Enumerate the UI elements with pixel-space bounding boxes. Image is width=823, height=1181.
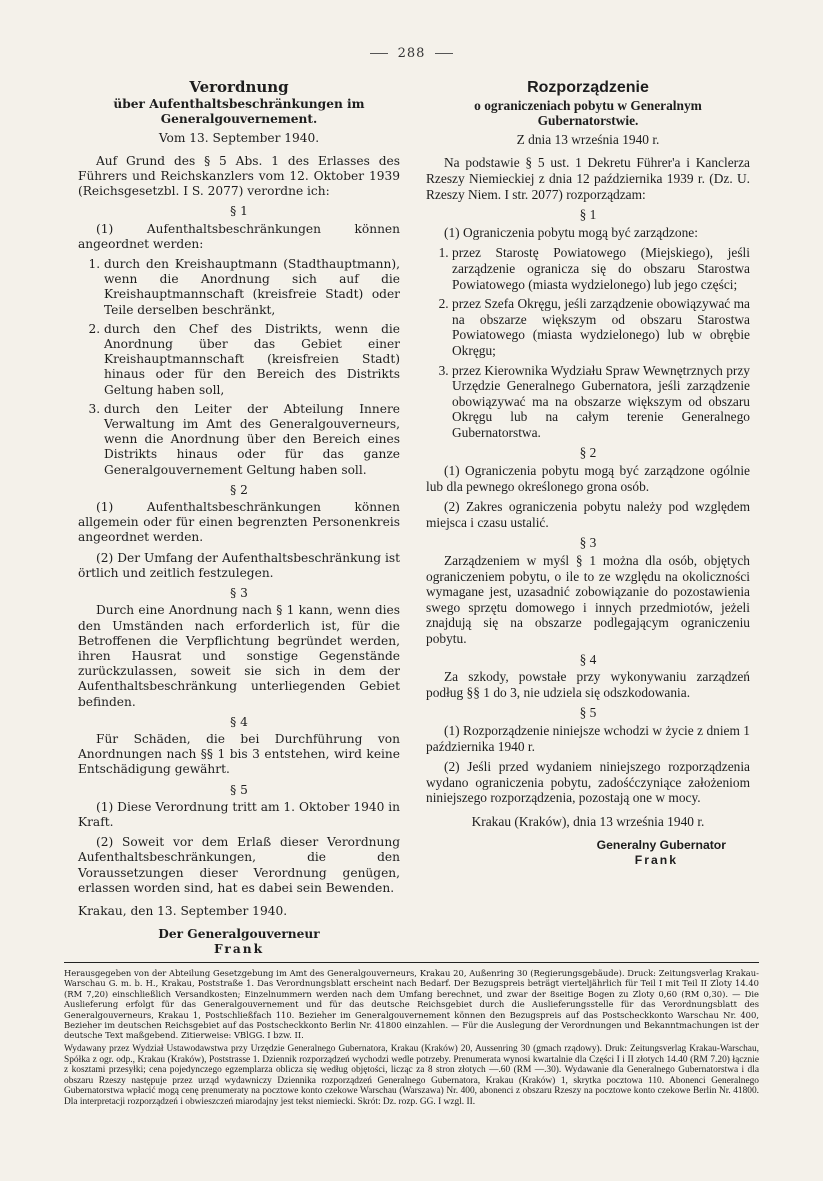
german-section-5-heading: § 5 [230, 782, 248, 797]
german-section-1-para-1: (1) Aufenthaltsbeschränkungen können angeordnet werden: [78, 221, 400, 251]
german-section-5-para-1: (1) Diese Verordnung tritt am 1. Oktober 1940 in Kraft. [78, 799, 400, 829]
polish-title: Rozporządzenie [527, 79, 649, 96]
footer-polish-imprint: Wydawany przez Wydział Ustawodawstwa przy Urzędzie Generalnego Gubernatora, Krakau (Kraków) 20, Aussenring 30 (gmach rządowy). Druk: Zeitungsverlag Krakau-Warschau, Spółka z ogr. odp., Krakau (Kraków), Poststrasse 1. Dziennik rozporządzeń wychodzi wedle potrzeby. Prenumerata wynosi kwartalnie dla Części I i II złotych 14.40 (RM 7.20) łącznie z kosztami przesyłki; cena pojedynczego egzemplarza oblicza się według objętości, licząc za 8 stron złotych —.60 (RM —.30). Wydawanie dla Generalnego Gubernatorstwa i dla obszaru Rzeszy następuje przez urząd wydawniczy Dziennika rozporządzeń Generalnego Gubernatora, Krakau (Kraków) 1, skrytka pocztowa 110. Abonenci Generalnego Gubernatorstwa wpłacić mogą cenę prenumeraty na pocztowe konto czekowe Warschau (Warszawa) Nr. 400, abonenci z obszaru Rzeszy na pocztowe konto czekowe Berlin Nr. 41800. Dla interpretacji rozporządzeń i obwieszczeń miarodajny jest tekst niemiecki. Skrót: Dz. rozp. GG. I wzgl. II. [64, 1044, 759, 1107]
polish-section-1-list [426, 245, 750, 440]
polish-preamble: Na podstawie § 5 ust. 1 Dekretu Führer'a i Kanclerza Rzeszy Niemieckiej z dnia 12 października 1939 r. (Dz. U. Rzeszy Niem. I str. 2077) rozporządzam: [426, 155, 750, 202]
polish-section-2-para-1: (1) Ograniczenia pobytu mogą być zarządzone ogólnie lub dla pewnego określonego grona osób. [426, 463, 750, 494]
german-preamble: Auf Grund des § 5 Abs. 1 des Erlasses des Führers und Reichskanzlers vom 12. Oktober 1939 (Reichsgesetzbl. I S. 2077) verordne ich: [78, 153, 400, 199]
page-number-text: 288 [397, 46, 426, 61]
footer-divider [64, 962, 759, 963]
german-section-1-item-1: 1. durch den Kreishauptmann (Stadthauptmann), wenn die Anordnung sich auf die Kreishauptmannschaft (kreisfreie Stadt) oder Teile derselben beschränkt, [104, 257, 400, 318]
german-title: Verordnung [189, 78, 289, 96]
german-section-5-para-2: (2) Soweit vor dem Erlaß dieser Verordnung Aufenthaltsbeschränkungen, die den Voraussetzungen dieser Verordnung genügen, erlassen worden sind, hat es dabei sein Bewenden. [78, 835, 400, 895]
german-section-4-heading: § 4 [230, 714, 248, 729]
polish-section-5-para-1: (1) Rozporządzenie niniejsze wchodzi w życie z dniem 1 października 1940 r. [426, 722, 750, 754]
page-number-dash-right [435, 53, 453, 54]
german-section-1-list [78, 257, 400, 478]
polish-section-2-para-2: (2) Zakres ograniczenia pobytu należy pod względem miejsca i czasu ustalić. [426, 499, 750, 530]
polish-signer-name: Frank [634, 853, 678, 868]
german-section-2-para-2: (2) Der Umfang der Aufenthaltsbeschränkung ist örtlich und zeitlich festzulegen. [78, 550, 400, 580]
polish-section-5-heading: § 5 [579, 705, 597, 721]
polish-section-4-para-1: Za szkody, powstałe przy wykonywaniu zarządzeń podług §§ 1 do 3, nie udziela się odszkodowania. [426, 669, 750, 700]
german-section-4-para-1: Für Schäden, die bei Durchführung von Anordnungen nach §§ 1 bis 3 entstehen, wird keine Entschädigung gewährt. [78, 731, 400, 777]
polish-section-3-heading: § 3 [579, 535, 597, 551]
polish-date: Z dnia 13 września 1940 r. [516, 131, 660, 147]
polish-section-1-para-1: (1) Ograniczenia pobytu mogą być zarządzone: [444, 224, 698, 240]
polish-section-2-heading: § 2 [579, 445, 597, 461]
german-section-2-heading: § 2 [230, 482, 248, 497]
german-section-3-para-1: Durch eine Anordnung nach § 1 kann, wenn dies den Umständen nach erforderlich ist, für die Betroffenen die Verpflichtung begründet werden, ihren Hausrat und sonstige Gegenstände zurückzulassen, soweit sie sich in dem der Aufenthaltsbeschränkung unterliegenden Gebiet befinden. [78, 603, 400, 709]
polish-section-3-para-1: Zarządzeniem w myśl § 1 można dla osób, objętych ograniczeniem pobytu, o ile to ze względu na okoliczności wymagane jest, uzasadnić zobowiązanie do pozostawienia swego sprzętu domowego i innych przedmiotów, jeżeli znajdują się na obszarze podlegającym ograniczeniu pobytu. [426, 553, 750, 646]
german-date: Vom 13. September 1940. [158, 130, 320, 145]
german-place-date: Krakau, den 13. September 1940. [78, 903, 288, 918]
polish-subtitle: o ograniczeniach pobytu w Generalnym Gubernatorstwie. [474, 97, 702, 129]
german-signer-name: Frank [213, 942, 265, 957]
page-number [0, 46, 823, 61]
polish-section-1-item-3: 3. przez Kierownika Wydziału Spraw Wewnętrznych przy Urzędzie Generalnego Gubernatora, jeśli zarządzenie obowiązywać ma na obszarze większym od obszaru Okręgu lub na całym terenie Generalnego Gubernatorstwa. [452, 363, 750, 441]
german-section-1-item-2: 2. durch den Chef des Distrikts, wenn die Anordnung über das Gebiet einer Kreishauptmannschaft (kreisfreien Stadt) hinaus oder für den Bereich des Distrikts Geltung haben soll, [104, 322, 400, 398]
polish-signer-title: Generalny Gubernator [596, 837, 726, 852]
german-section-3-heading: § 3 [230, 586, 248, 601]
polish-section-1-item-2: 2. przez Szefa Okręgu, jeśli zarządzenie obowiązywać ma na obszarze większym od obszaru Starostwa Powiatowego (miasta wydzielonego) lub w obrębie Okręgu; [452, 296, 750, 358]
polish-section-1-heading: § 1 [579, 207, 597, 223]
german-subtitle: über Aufenthaltsbeschränkungen im Generalgouvernement. [113, 97, 365, 127]
page-number-dash-left [370, 53, 388, 54]
polish-section-4-heading: § 4 [579, 651, 597, 667]
german-section-1-item-3: 3. durch den Leiter der Abteilung Innere Verwaltung im Amt des Generalgouverneurs, wenn die Anordnung über den Bereich eines Distrikts hinaus oder für das ganze Generalgouvernement Geltung haben soll. [104, 402, 400, 478]
polish-section-1-item-1: 1. przez Starostę Powiatowego (Miejskiego), jeśli zarządzenie ogranicza się do obszaru Starostwa Powiatowego (miasta wydzielonego) lub jego części; [452, 245, 750, 292]
german-column [78, 80, 400, 958]
polish-place-date: Krakau (Kraków), dnia 13 września 1940 r. [471, 813, 705, 829]
german-section-2-para-1: (1) Aufenthaltsbeschränkungen können allgemein oder für einen begrenzten Personenkreis angeordnet werden. [78, 500, 400, 545]
polish-column [426, 80, 750, 869]
german-section-1-heading: § 1 [230, 204, 248, 219]
german-signer-title: Der Generalgouverneur [158, 927, 320, 942]
polish-section-5-para-2: (2) Jeśli przed wydaniem niniejszego rozporządzenia wydano ograniczenia pobytu, zadośćczyniące założeniom niniejszego rozporządzenia, pozostają one w mocy. [426, 759, 750, 806]
footer-german-imprint: Herausgegeben von der Abteilung Gesetzgebung im Amt des Generalgouverneurs, Krakau 20, Außenring 30 (Regierungsgebäude). Druck: Zeitungsverlag Krakau-Warschau G. m. b. H., Krakau, Poststraße 1. Das Verordnungsblatt erscheint nach Bedarf. Der Bezugspreis beträgt vierteljährlich für Teil I mit Teil II Zloty 14.40 (RM 7,20) einschließlich Versandkosten; Einzelnummern werden nach dem Umfang berechnet, und zwar der 8seitige Bogen zu Zloty 0,60 (RM 0,30). — Die Auslieferung erfolgt für das Generalgouvernement und für das deutsche Reichsgebiet durch die Auslieferungsstelle für das Verordnungsblatt des Generalgouverneurs, Krakau 1, Postschließfach 110. Bezieher im Generalgouvernement können den Bezugspreis auf das Postscheckkonto Warschau Nr. 400, Bezieher im deutschen Reichsgebiet auf das Postscheckkonto Berlin Nr. 41800 einzahlen. — Für die Auslegung der Verordnungen und Bekanntmachungen ist der deutsche Text maßgebend. Zitierweise: VBlGG. I bzw. II. [64, 968, 759, 1041]
